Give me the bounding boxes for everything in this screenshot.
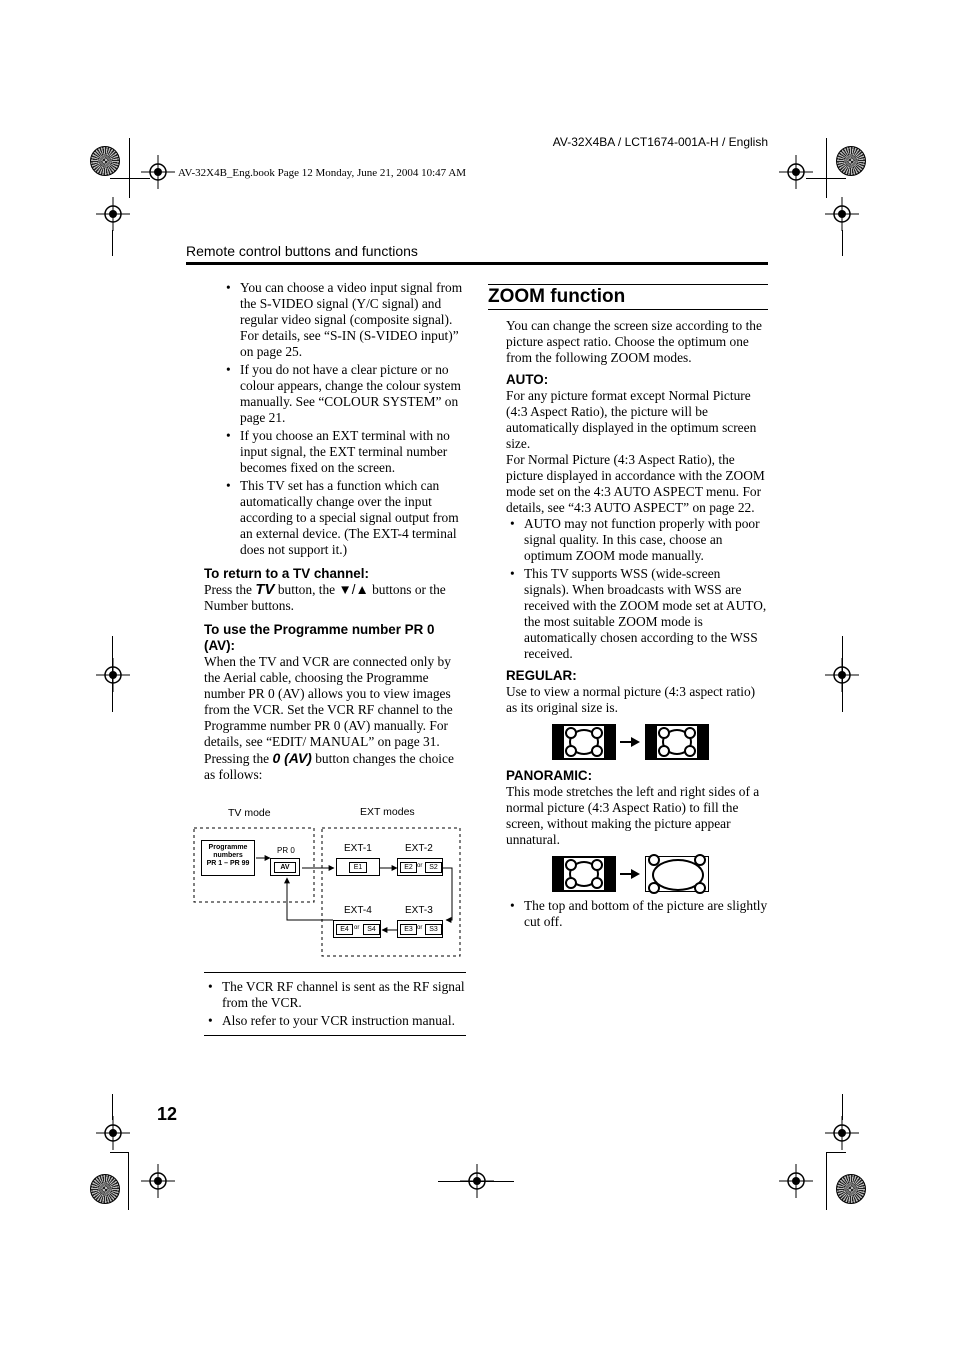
notes-list <box>204 979 466 1029</box>
av-chip: AV <box>274 862 296 873</box>
mode-cycle-diagram <box>190 800 470 962</box>
auto-notes-list <box>488 516 768 662</box>
crop-mark <box>438 1181 514 1182</box>
list-item: • The VCR RF channel is sent as the RF signal from the VCR. <box>204 979 466 1011</box>
programme-line: numbers <box>213 852 243 859</box>
ext-modes-label: EXT modes <box>360 806 415 818</box>
list-item: • The top and bottom of the picture are slightly cut off. <box>488 898 768 930</box>
panoramic-notes-list <box>488 898 768 930</box>
regular-heading: REGULAR: <box>506 668 577 683</box>
text-part: Pressing the <box>204 751 273 766</box>
or-label: or <box>417 925 423 931</box>
s3-chip: S3 <box>425 924 442 935</box>
auto-paragraph: For Normal Picture (4:3 Aspect Ratio), the picture displayed in accordance with the ZOOM mode set on the 4:3 AUTO ASPECT menu. For details, see “4:3 AUTO ASPECT” on page 22. <box>506 452 765 515</box>
color-bar-mark-icon <box>836 1174 866 1204</box>
text-part: button changes the choice as follows: <box>204 751 454 782</box>
ext3-label: EXT-3 <box>405 905 433 916</box>
list-item: • You can choose a video input signal from the S-VIDEO signal (Y/C signal) and regular video signal (composite signal). For details, see “S-IN (S-VIDEO input)” on page 25. <box>204 280 466 360</box>
e2-chip: E2 <box>400 862 417 873</box>
crop-mark <box>110 1152 128 1153</box>
or-label: or <box>417 863 423 869</box>
ext2-label: EXT-2 <box>405 843 433 854</box>
registration-mark-icon <box>141 1164 175 1198</box>
arrow-buttons-label: ▼/▲ <box>338 582 369 597</box>
tv-screen-icon <box>645 724 709 760</box>
panoramic-text: This mode stretches the left and right sides of a normal picture (4:3 Aspect Ratio) to fill the screen, without making the picture appear unnatural. <box>506 784 760 847</box>
input-notes-list <box>204 280 466 558</box>
crop-mark <box>112 636 113 712</box>
pr0-label: PR 0 <box>277 846 295 855</box>
pr0-text: When the TV and VCR are connected only by the Aerial cable, choosing the Programme number PR 0 (AV) allows you to view images from the VCR. Set the VCR RF channel to the Programme number PR 0 (AV) manually. For details, see “EDIT/ MANUAL” on page 31. <box>204 654 453 749</box>
list-item: • This TV set has a function which can automatically change over the input according to a special signal output from an external device. (The EXT-4 terminal does not support it.) <box>204 478 466 558</box>
crop-mark <box>826 1152 846 1153</box>
registration-mark-icon <box>96 1116 130 1150</box>
tv-screen-icon <box>645 856 709 892</box>
section-rule <box>186 262 768 265</box>
av-box <box>270 858 300 876</box>
panoramic-heading: PANORAMIC: <box>506 768 593 783</box>
auto-paragraph: For any picture format except Normal Picture (4:3 Aspect Ratio), the picture will be automatically displayed in the optimum screen size. <box>506 388 757 451</box>
registration-mark-icon <box>825 1116 859 1150</box>
list-item: • AUTO may not function properly with poor signal quality. In this case, choose an optimum ZOOM mode manually. <box>488 516 768 564</box>
text-part: Press the <box>204 582 256 597</box>
return-tv-text <box>204 582 466 614</box>
ext3-box <box>397 920 443 938</box>
arrow-right-icon <box>619 868 641 880</box>
e3-chip: E3 <box>400 924 417 935</box>
crop-mark <box>826 138 827 198</box>
section-heading: Remote control buttons and functions <box>186 243 418 259</box>
zoom-title: ZOOM function <box>488 284 768 310</box>
s4-chip: S4 <box>363 924 380 935</box>
tv-screen-icon <box>552 724 616 760</box>
page-number: 12 <box>157 1104 178 1124</box>
regular-illustration <box>488 724 768 762</box>
registration-mark-icon <box>96 658 130 692</box>
text-part: buttons or the Number buttons. <box>204 582 446 613</box>
panoramic-illustration <box>488 856 768 894</box>
registration-mark-icon <box>825 197 859 231</box>
ext4-box <box>333 920 381 938</box>
auto-heading: AUTO: <box>506 372 549 387</box>
programme-line: PR 1 – PR 99 <box>206 860 250 867</box>
zoom-intro: You can change the screen size according to the picture aspect ratio. Choose the optimum one from the following ZOOM modes. <box>506 318 762 365</box>
ext4-label: EXT-4 <box>344 905 372 916</box>
registration-mark-icon <box>141 155 175 189</box>
color-bar-mark-icon <box>90 1174 120 1204</box>
color-bar-mark-icon <box>836 146 866 176</box>
pr0-heading: To use the Programme number PR 0 (AV): <box>204 622 435 653</box>
tv-mode-label: TV mode <box>228 807 271 819</box>
ext1-box <box>336 858 380 876</box>
list-item: • Also refer to your VCR instruction manual. <box>204 1013 466 1029</box>
list-item: • If you do not have a clear picture or no colour appears, change the colour system manually. See “COLOUR SYSTEM” on page 21. <box>204 362 466 426</box>
crop-mark <box>842 1094 843 1120</box>
or-label: or <box>354 925 360 931</box>
crop-mark <box>112 1094 113 1120</box>
ext2-box <box>397 858 443 876</box>
left-column <box>204 280 466 783</box>
notes-box <box>204 968 466 1036</box>
av-button-label: 0 (AV) <box>272 750 312 766</box>
crop-mark <box>129 138 130 198</box>
notes-frame <box>204 972 466 1036</box>
text-part: button, the <box>274 582 339 597</box>
crop-mark <box>826 1152 827 1210</box>
document-id: AV-32X4BA / LCT1674-001A-H / English <box>552 135 768 149</box>
crop-mark <box>128 1152 129 1210</box>
return-tv-heading: To return to a TV channel: <box>204 566 369 581</box>
book-info: AV-32X4B_Eng.book Page 12 Monday, June 21, 2004 10:47 AM <box>178 167 467 179</box>
tv-screen-icon <box>552 856 616 892</box>
registration-mark-icon <box>96 197 130 231</box>
registration-mark-icon <box>779 1164 813 1198</box>
e1-chip: E1 <box>349 862 367 873</box>
list-item: • This TV supports WSS (wide-screen signals). When broadcasts with WSS are received with the ZOOM mode set at AUTO, the most suitable ZOOM mode is automatically chosen according to the WSS received. <box>488 566 768 662</box>
tv-button-label: TV <box>255 581 275 598</box>
right-column <box>488 284 768 932</box>
programme-numbers-box <box>201 840 255 876</box>
pressing-text <box>204 750 466 783</box>
list-item: • If you choose an EXT terminal with no input signal, the EXT terminal number becomes fixed on the screen. <box>204 428 466 476</box>
crop-mark <box>842 636 843 712</box>
programme-line: Programme <box>208 844 248 851</box>
crop-mark <box>842 230 843 256</box>
registration-mark-icon <box>779 155 813 189</box>
regular-text: Use to view a normal picture (4:3 aspect ratio) as its original size is. <box>506 684 756 715</box>
crop-mark <box>112 230 113 256</box>
color-bar-mark-icon <box>90 146 120 176</box>
ext1-label: EXT-1 <box>344 843 372 854</box>
arrow-right-icon <box>619 736 641 748</box>
s2-chip: S2 <box>425 862 442 873</box>
e4-chip: E4 <box>336 924 353 935</box>
